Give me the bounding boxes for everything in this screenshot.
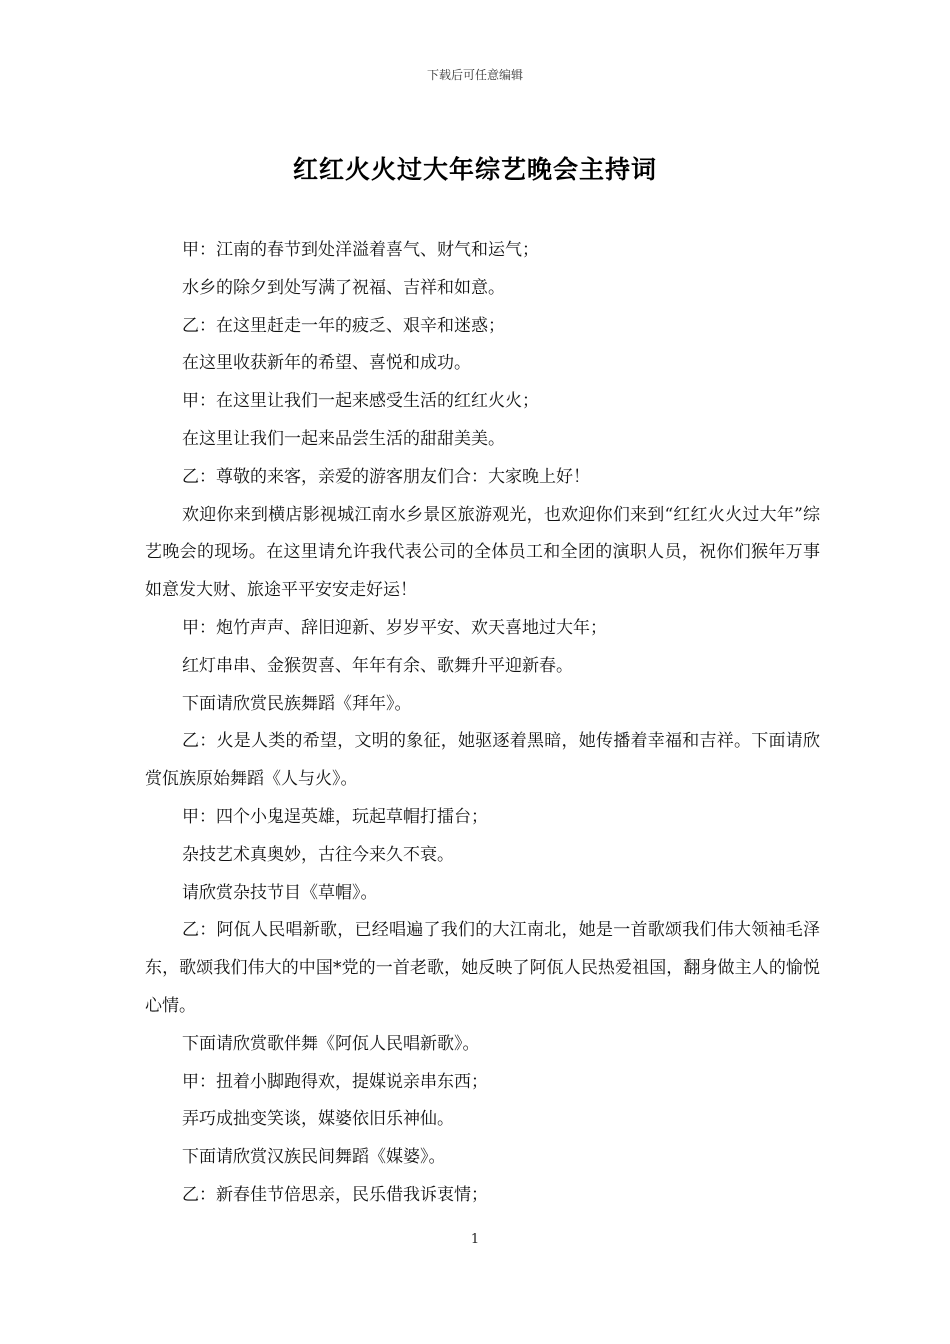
paragraph: 乙：在这里赶走一年的疲乏、艰辛和迷惑； [182,315,505,336]
paragraph: 下面请欣赏歌伴舞《阿佤人民唱新歌》。 [182,1033,480,1054]
paragraph: 欢迎你来到横店影视城江南水乡景区旅游观光，也欢迎你们来到“红红火火过大年”综艺晚会的现场。在这里请允许我代表公司的全体员工和全团的演职人员，祝你们猴年万事如意发大财、旅途平平安安走好运！ [145,504,820,601]
paragraph: 红灯串串、金猴贺喜、年年有余、歌舞升平迎新春。 [182,655,573,676]
paragraph: 乙：新春佳节倍思亲，民乐借我诉衷情； [182,1184,488,1205]
paragraph: 下面请欣赏汉族民间舞蹈《媒婆》。 [182,1147,446,1168]
paragraph: 甲：江南的春节到处洋溢着喜气、财气和运气； [182,240,539,260]
document-body [145,232,820,1215]
paragraph: 水乡的除夕到处写满了祝福、吉祥和如意。 [182,277,505,298]
paragraph: 乙：尊敬的来客，亲爱的游客朋友们合：大家晚上好！ [182,466,590,487]
paragraph: 甲：在这里让我们一起来感受生活的红红火火； [182,391,539,412]
paragraph: 甲：炮竹声声、辞旧迎新、岁岁平安、欢天喜地过大年； [182,617,607,638]
paragraph: 甲：四个小鬼逞英雄，玩起草帽打擂台； [182,806,488,827]
header-note: 下载后可任意编辑 [426,68,523,82]
paragraph: 请欣赏杂技节目《草帽》。 [182,882,378,903]
paragraph: 在这里收获新年的希望、喜悦和成功。 [182,353,471,374]
paragraph: 乙：火是人类的希望，文明的象征，她驱逐着黑暗，她传播着幸福和吉祥。下面请欣赏佤族原始舞蹈《人与火》。 [145,731,820,790]
page-number: 1 [470,1232,480,1247]
paragraph: 下面请欣赏民族舞蹈《拜年》。 [182,693,412,714]
paragraph: 在这里让我们一起来品尝生活的甜甜美美。 [182,428,505,449]
paragraph: 乙：阿佤人民唱新歌，已经唱遍了我们的大江南北，她是一首歌颂我们伟大领袖毛泽东，歌颂我们伟大的中国*党的一首老歌，她反映了阿佤人民热爱祖国，翻身做主人的愉悦心情。 [145,920,820,1016]
paragraph: 弄巧成拙变笑谈，媒婆依旧乐神仙。 [182,1109,454,1130]
paragraph: 甲：扭着小脚跑得欢，提媒说亲串东西； [182,1071,488,1092]
document-title: 红红火火过大年综艺晚会主持词 [292,155,657,184]
paragraph: 杂技艺术真奥妙，古往今来久不衰。 [182,844,454,865]
